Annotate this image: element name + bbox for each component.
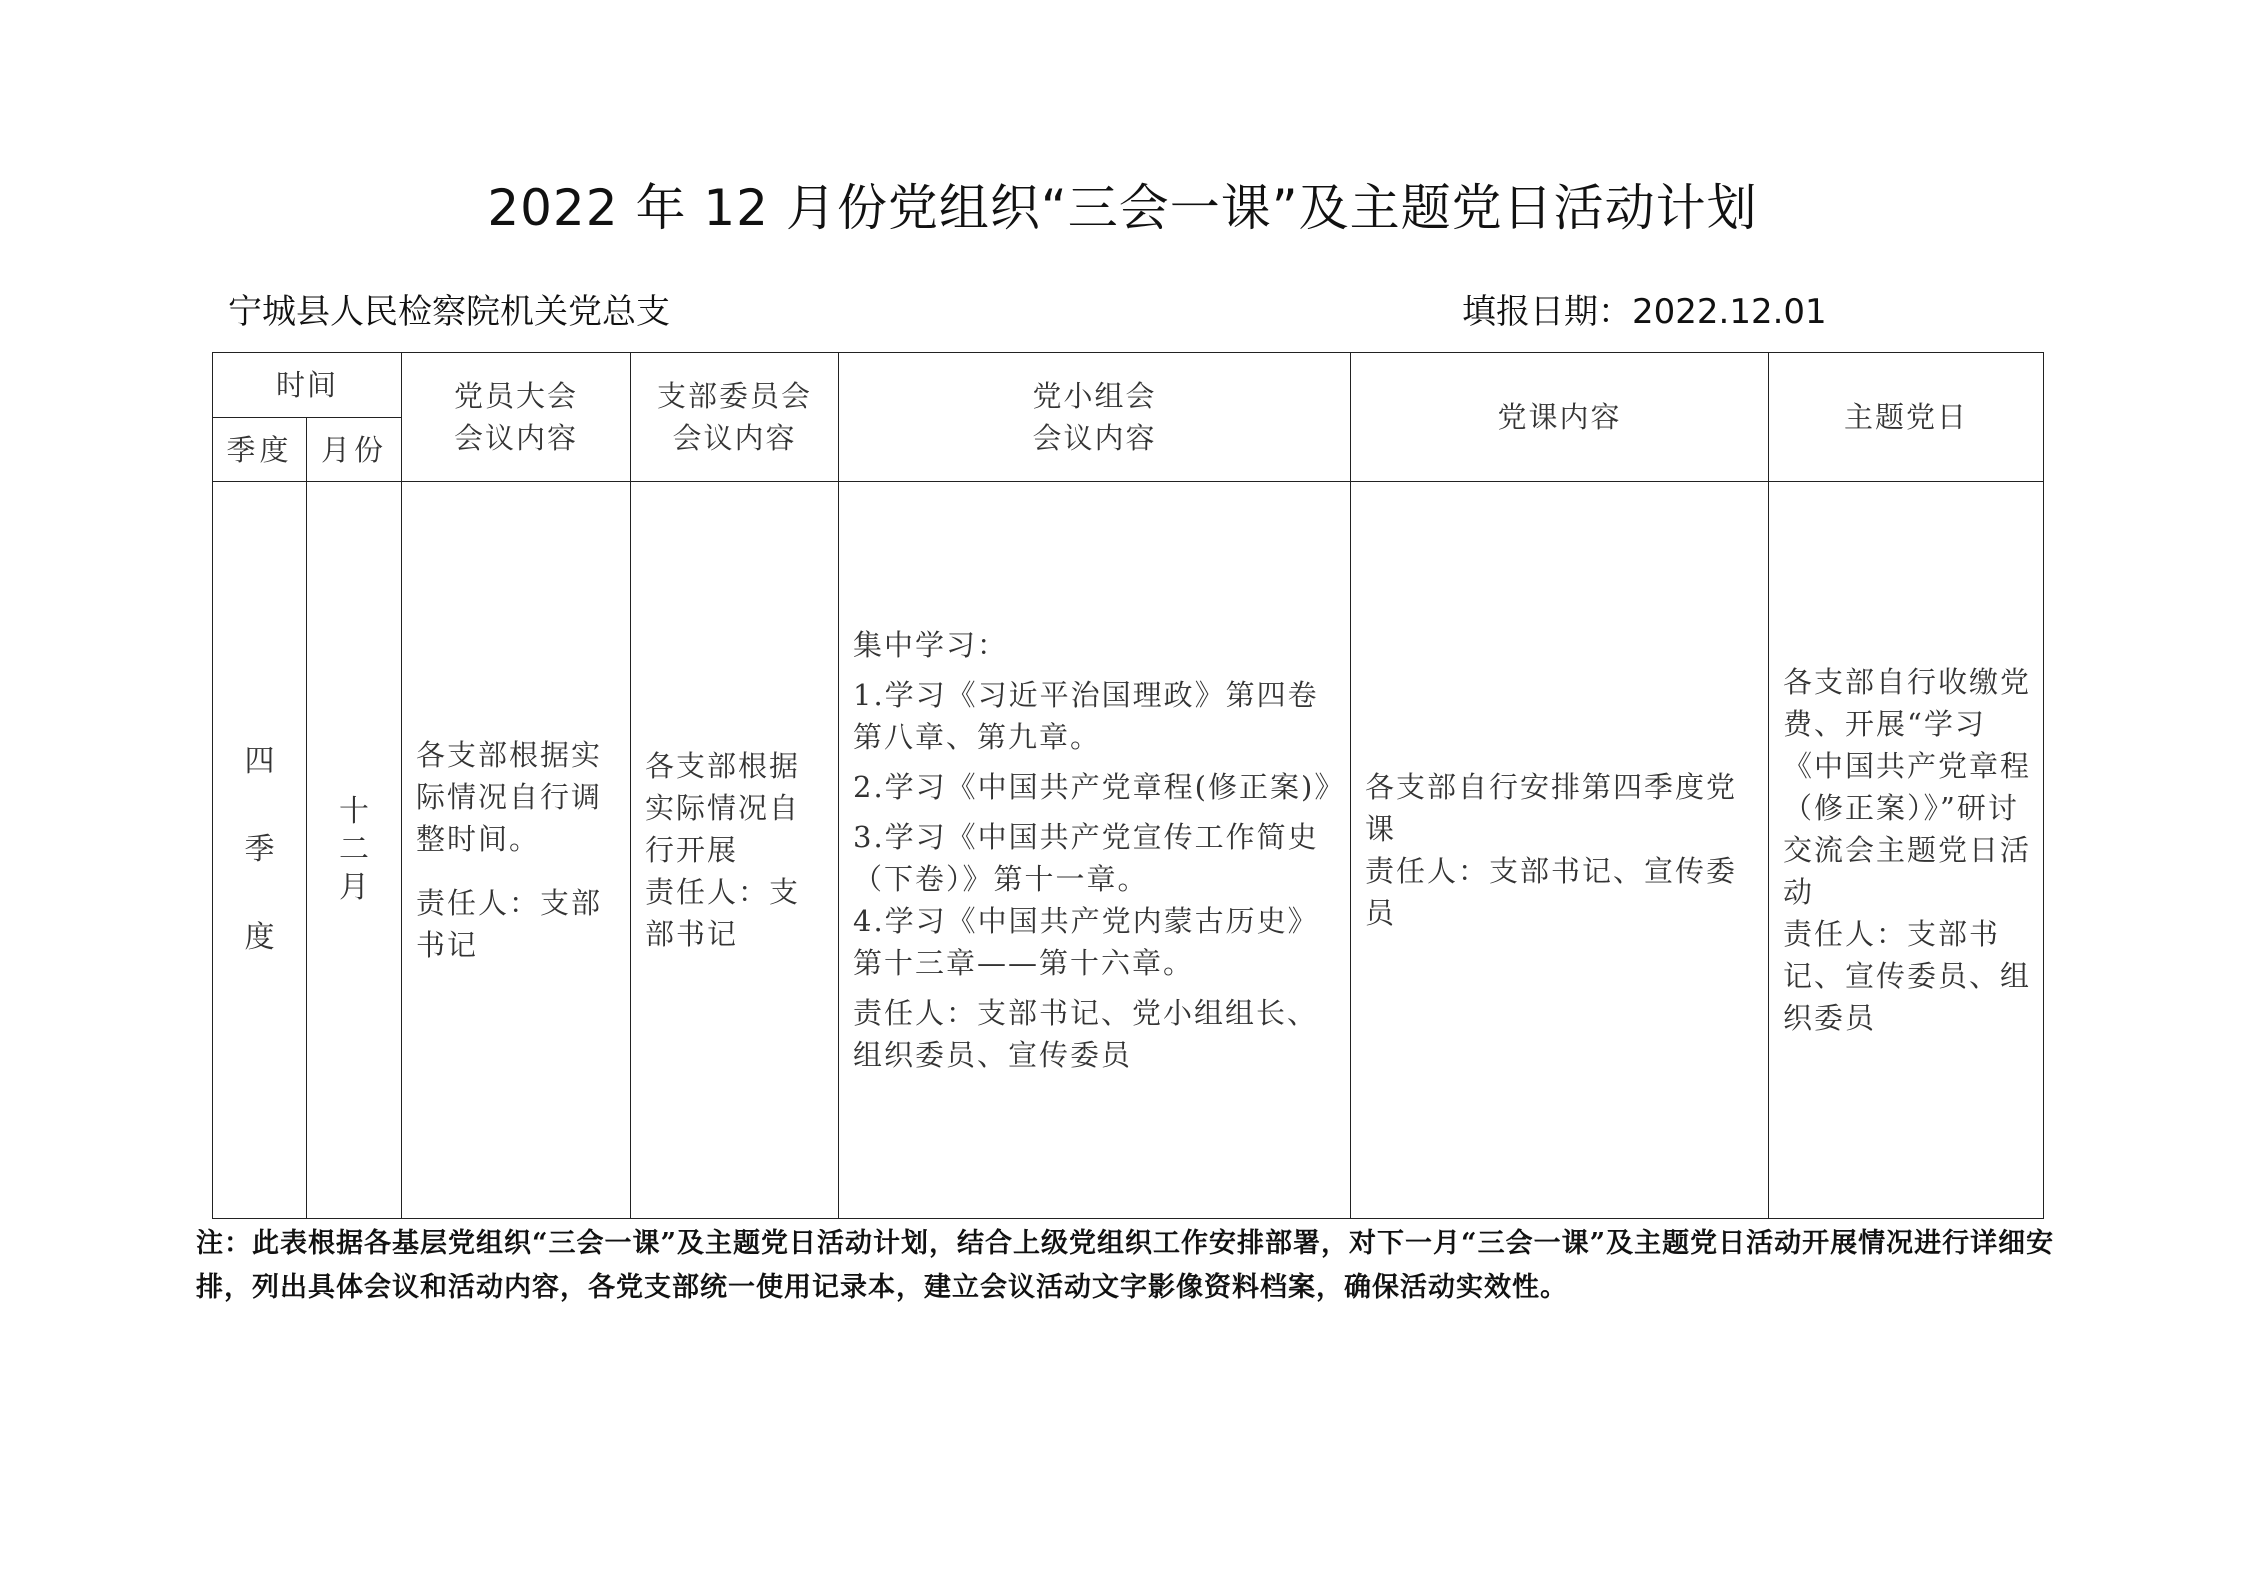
document-title: 2022 年 12 月份党组织“三会一课”及主题党日活动计划 <box>487 179 1758 237</box>
header-committee-meeting-line-1: 支部委员会 <box>657 379 813 413</box>
header-member-meeting <box>402 353 631 482</box>
quarter-char-1: 四 <box>244 744 275 779</box>
activity-plan-table <box>212 352 2044 1219</box>
header-committee-meeting <box>631 353 839 482</box>
month-char-2: 二 <box>339 832 369 867</box>
header-time: 时间 <box>213 353 402 418</box>
party-lecture-cell <box>1351 482 1769 1219</box>
month-cell <box>307 482 402 1219</box>
organization-name: 宁城县人民检察院机关党总支 <box>228 292 670 332</box>
group-meeting-responsible: 责任人：支部书记、党小组组长、组织委员、宣传委员 <box>853 996 1319 1072</box>
group-meeting-item-4: 4.学习《中国共产党内蒙古历史》第十三章——第十六章。 <box>853 904 1319 980</box>
member-meeting-cell <box>402 482 631 1219</box>
committee-meeting-cell <box>631 482 839 1219</box>
header-member-meeting-line-1: 党员大会 <box>454 379 579 413</box>
quarter-char-3: 度 <box>244 920 275 955</box>
member-meeting-responsible: 责任人：支部书记 <box>416 886 603 962</box>
quarter-char-2: 季 <box>244 832 275 867</box>
committee-meeting-responsible: 责任人：支部书记 <box>645 875 801 951</box>
group-meeting-cell <box>839 482 1351 1219</box>
group-meeting-item-1: 1.学习《习近平治国理政》第四卷第八章、第九章。 <box>853 678 1319 754</box>
party-lecture-content: 各支部自行安排第四季度党课 <box>1365 770 1738 846</box>
footnote: 注：此表根据各基层党组织“三会一课”及主题党日活动计划，结合上级党组织工作安排部署，对下一月“三会一课”及主题党日活动开展情况进行详细安排，列出具体会议和活动内容，各党支部统一使用记录本，建立会议活动文字影像资料档案，确保活动实效性。 <box>196 1228 2055 1303</box>
plan-row <box>213 482 2044 1219</box>
header-member-meeting-line-2: 会议内容 <box>454 421 579 455</box>
fill-date: 填报日期：2022.12.01 <box>1462 292 1827 332</box>
header-group-meeting-line-2: 会议内容 <box>1032 421 1157 455</box>
header-quarter: 季度 <box>213 418 307 482</box>
theme-day-cell <box>1769 482 2044 1219</box>
group-meeting-item-2: 2.学习《中国共产党章程(修正案)》 <box>853 770 1346 804</box>
committee-meeting-content: 各支部根据实际情况自行开展 <box>645 749 801 867</box>
group-meeting-heading: 集中学习： <box>853 628 1009 662</box>
header-group-meeting <box>839 353 1351 482</box>
group-meeting-item-3: 3.学习《中国共产党宣传工作简史（下卷）》第十一章。 <box>853 820 1319 896</box>
header-month: 月份 <box>307 418 402 482</box>
quarter-cell <box>213 482 307 1219</box>
theme-day-content: 各支部自行收缴党费、开展“学习《中国共产党章程（修正案）》”研讨交流会主题党日活动 <box>1783 665 2032 909</box>
month-char-3: 月 <box>339 870 369 905</box>
header-committee-meeting-line-2: 会议内容 <box>672 421 797 455</box>
header-theme-day: 主题党日 <box>1769 353 2044 482</box>
header-row-1 <box>213 353 2044 418</box>
party-lecture-responsible: 责任人：支部书记、宣传委员 <box>1365 854 1738 930</box>
member-meeting-content: 各支部根据实际情况自行调整时间。 <box>416 738 603 856</box>
month-char-1: 十 <box>339 794 369 829</box>
header-party-lecture: 党课内容 <box>1351 353 1769 482</box>
header-group-meeting-line-1: 党小组会 <box>1032 379 1157 413</box>
theme-day-responsible: 责任人：支部书记、宣传委员、组织委员 <box>1783 917 2032 1035</box>
